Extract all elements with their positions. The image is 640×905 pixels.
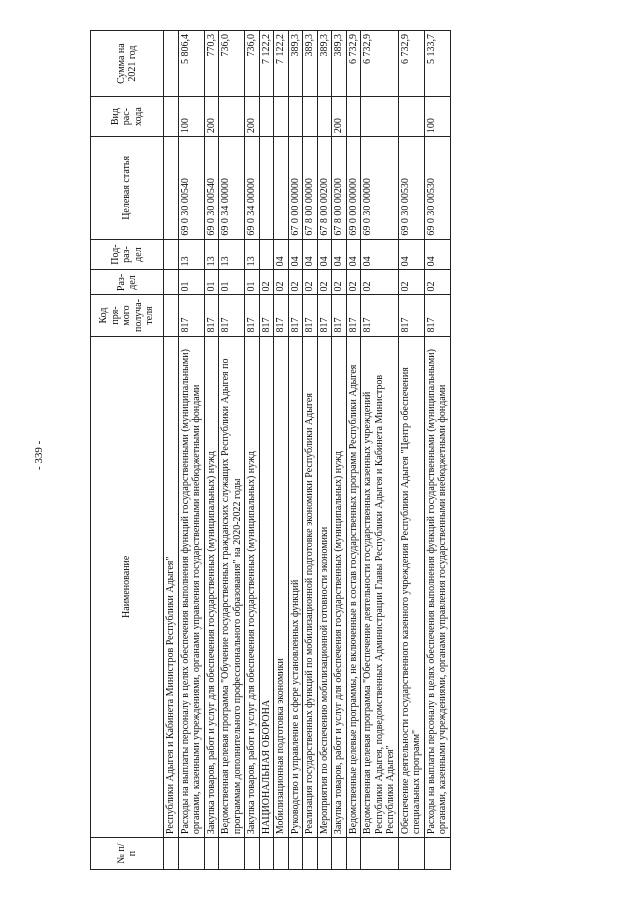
cell-cs: 69 0 34 00000 [245,137,260,240]
cell-cs: 69 0 30 00540 [204,137,219,240]
cell-rz: 01 [219,270,245,295]
cell-ved: 817 [332,295,347,336]
cell-vr: 100 [178,97,204,137]
cell-sum: 6 732,9 [361,31,399,97]
cell-rz: 02 [288,270,303,295]
table-row [245,31,260,870]
cell-no [361,838,399,870]
cell-name: Закупка товаров, работ и услуг для обеспечения государственных (муниципальных) нужд [204,336,219,838]
cell-name: Ведомственная целевая программа "Обеспечение деятельности государственных казенных учреждений Республики Адыгея, подведомственных Администрации Главы Республики Адыгея и Кабинета Министров Республики Адыгея" [361,336,399,838]
cell-no [164,838,179,870]
cell-cs: 69 0 30 00530 [424,137,450,240]
cell-sum: 389,3 [332,31,347,97]
cell-prz [164,239,179,270]
cell-rz: 02 [398,270,424,295]
cell-rz: 02 [317,270,332,295]
cell-name: Ведомственная целевая программа "Обучение государственных гражданских служащих Республики Адыгея по программам дополнительного профессионального образования" на 2020-2022 годы [219,336,245,838]
cell-vr [303,97,318,137]
cell-name: Руководство и управление в сфере установленных функций [288,336,303,838]
cell-ved: 817 [245,295,260,336]
cell-rz: 02 [274,270,289,295]
cell-prz: 04 [317,239,332,270]
table-row [346,31,361,870]
cell-cs [164,137,179,240]
cell-name: Расходы на выплаты персоналу в целях обеспечения выполнения функций государственными (муниципальными) органами, казенными учреждениями, органами управления государственными внебюджетными фондами [424,336,450,838]
cell-cs: 69 0 30 00540 [178,137,204,240]
cell-name: Обеспечение деятельности государственного казенного учреждения Республики Адыгея "Центр обеспечения специальных программ" [398,336,424,838]
cell-cs [274,137,289,240]
cell-ved: 817 [288,295,303,336]
cell-no [332,838,347,870]
cell-vr [288,97,303,137]
table-row [274,31,289,870]
cell-sum: 389,3 [303,31,318,97]
cell-prz: 04 [303,239,318,270]
cell-sum: 736,0 [219,31,245,97]
cell-no [398,838,424,870]
cell-no [245,838,260,870]
table-row [303,31,318,870]
cell-ved: 817 [219,295,245,336]
cell-cs [259,137,274,240]
cell-vr [259,97,274,137]
cell-sum: 6 732,9 [398,31,424,97]
table-header-row [91,31,164,870]
cell-rz: 01 [204,270,219,295]
cell-name: Ведомственные целевые программы, не включенные в состав государственных программ Республики Адыгея [346,336,361,838]
cell-prz: 13 [245,239,260,270]
cell-sum [164,31,179,97]
cell-prz: 13 [204,239,219,270]
cell-prz: 13 [219,239,245,270]
table-row [288,31,303,870]
cell-prz: 04 [332,239,347,270]
cell-vr: 100 [424,97,450,137]
cell-ved: 817 [346,295,361,336]
cell-cs: 69 0 34 00000 [219,137,245,240]
cell-cs: 69 0 00 00000 [346,137,361,240]
cell-ved: 817 [259,295,274,336]
cell-rz: 01 [178,270,204,295]
cell-no [274,838,289,870]
cell-cs: 67 8 00 00000 [303,137,318,240]
cell-sum: 5 806,4 [178,31,204,97]
table-row [219,31,245,870]
header-rz: Раз-дел [91,270,164,295]
cell-vr [164,97,179,137]
cell-name: Мероприятия по обеспечению мобилизационной готовности экономики [317,336,332,838]
cell-sum: 770,3 [204,31,219,97]
header-name: Наименование [91,336,164,838]
cell-vr: 200 [245,97,260,137]
table-row [424,31,450,870]
header-no: № п/п [91,838,164,870]
cell-sum: 7 122,2 [259,31,274,97]
cell-prz [259,239,274,270]
cell-sum: 7 122,2 [274,31,289,97]
cell-cs: 67 8 00 00200 [332,137,347,240]
table-row [332,31,347,870]
header-cs: Целевая статья [91,137,164,240]
cell-rz: 02 [303,270,318,295]
budget-table [90,30,451,870]
cell-name: Закупка товаров, работ и услуг для обеспечения государственных (муниципальных) нужд [245,336,260,838]
cell-no [259,838,274,870]
cell-ved: 817 [204,295,219,336]
table-row [361,31,399,870]
header-vr: Вид рас-хода [91,97,164,137]
cell-vr [317,97,332,137]
cell-vr [361,97,399,137]
cell-no [424,838,450,870]
cell-cs: 67 0 00 00000 [288,137,303,240]
cell-cs: 69 0 30 00000 [361,137,399,240]
cell-rz: 02 [424,270,450,295]
cell-prz: 04 [424,239,450,270]
cell-sum: 389,3 [288,31,303,97]
cell-vr: 200 [204,97,219,137]
cell-vr [346,97,361,137]
table-row [204,31,219,870]
cell-no [219,838,245,870]
cell-prz: 04 [398,239,424,270]
cell-name: Расходы на выплаты персоналу в целях обеспечения выполнения функций государственными (муниципальными) органами, казенными учреждениями, органами управления государственными внебюджетными фондами [178,336,204,838]
cell-rz: 02 [259,270,274,295]
table-row [259,31,274,870]
cell-cs: 69 0 30 00530 [398,137,424,240]
cell-prz: 04 [361,239,399,270]
cell-no [303,838,318,870]
cell-name: Мобилизационная подготовка экономики [274,336,289,838]
cell-vr [398,97,424,137]
cell-prz: 13 [178,239,204,270]
table-row [178,31,204,870]
cell-rz: 01 [245,270,260,295]
cell-cs: 67 8 00 00200 [317,137,332,240]
cell-name: Республики Адыгея и Кабинета Министров Республики Адыгея" [164,336,179,838]
cell-ved: 817 [303,295,318,336]
cell-ved [164,295,179,336]
cell-rz: 02 [361,270,399,295]
cell-name: Закупка товаров, работ и услуг для обеспечения государственных (муниципальных) нужд [332,336,347,838]
cell-ved: 817 [274,295,289,336]
header-prz: Под-раз-дел [91,239,164,270]
cell-name: Реализация государственных функций по мобилизационной подготовке экономики Республики Адыгея [303,336,318,838]
cell-prz: 04 [346,239,361,270]
header-ved: Код пря-мого получа-теля [91,295,164,336]
cell-ved: 817 [178,295,204,336]
cell-rz: 02 [332,270,347,295]
cell-sum: 389,3 [317,31,332,97]
cell-no [204,838,219,870]
cell-vr [219,97,245,137]
cell-sum: 5 133,7 [424,31,450,97]
cell-prz: 04 [288,239,303,270]
budget-table-sheet [90,30,575,870]
cell-ved: 817 [398,295,424,336]
cell-no [288,838,303,870]
cell-rz [164,270,179,295]
cell-no [317,838,332,870]
cell-sum: 736,0 [245,31,260,97]
table-row [164,31,179,870]
page-number: - 339 - [33,440,45,470]
table-row [317,31,332,870]
cell-vr [274,97,289,137]
cell-ved: 817 [317,295,332,336]
cell-prz: 04 [274,239,289,270]
table-row [398,31,424,870]
cell-no [178,838,204,870]
header-sum: Сумма на 2021 год [91,31,164,97]
cell-rz: 02 [346,270,361,295]
cell-ved: 817 [361,295,399,336]
cell-name: НАЦИОНАЛЬНАЯ ОБОРОНА [259,336,274,838]
cell-vr: 200 [332,97,347,137]
cell-sum: 6 732,9 [346,31,361,97]
cell-no [346,838,361,870]
cell-ved: 817 [424,295,450,336]
